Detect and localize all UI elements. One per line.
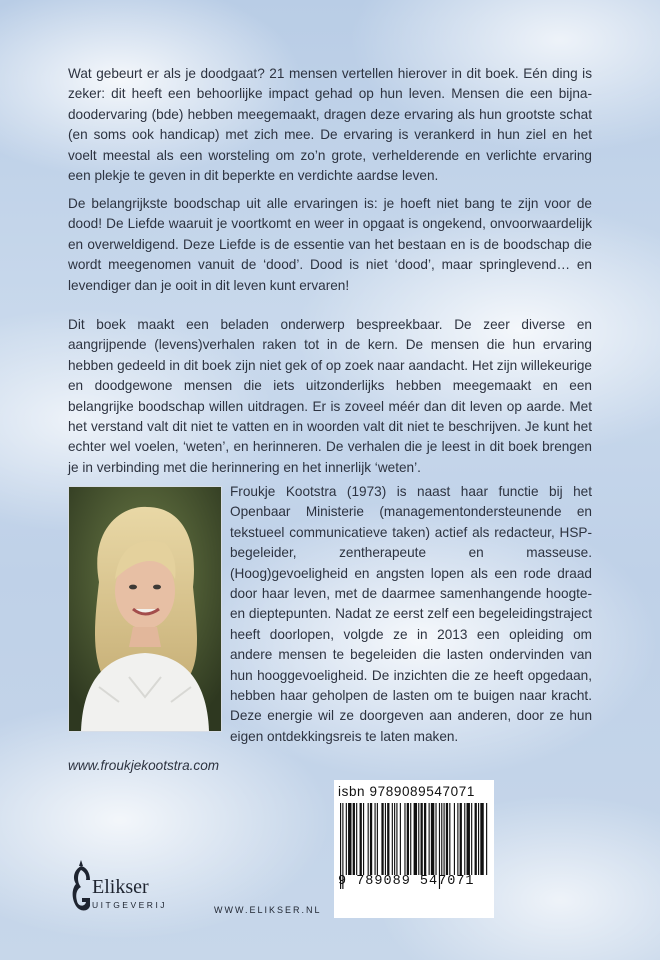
barcode-bar (392, 803, 393, 875)
barcode-bar (475, 803, 477, 875)
barcode-bar (418, 803, 419, 875)
barcode-bar (356, 803, 357, 875)
barcode-bar (348, 803, 351, 875)
barcode-bar (407, 803, 409, 875)
barcode-bar (346, 803, 347, 875)
author-photo (68, 486, 222, 732)
elikser-emblem-icon (68, 858, 94, 918)
barcode-bar (353, 803, 355, 875)
barcode-bar (414, 803, 417, 875)
barcode-bar (377, 803, 378, 875)
barcode-bar (370, 803, 372, 875)
barcode-bar (464, 803, 465, 875)
barcode-bar (394, 803, 395, 875)
barcode-bar (441, 803, 442, 875)
barcode-bar (486, 803, 487, 875)
barcode-bar (385, 803, 386, 875)
publisher-subtitle: UITGEVERIJ (92, 900, 168, 910)
barcode-bar (478, 803, 479, 875)
barcode-bar (363, 803, 364, 875)
barcode-bar (387, 803, 389, 875)
isbn-barcode-box (334, 780, 494, 918)
author-website-link[interactable]: www.froukjekootstra.com (68, 758, 220, 773)
barcode-bar (457, 803, 458, 875)
publisher-website-link[interactable]: WWW.ELIKSER.NL (214, 905, 322, 915)
barcode-bar (431, 803, 434, 875)
barcode-bar (424, 803, 426, 875)
barcode-bar (410, 803, 411, 875)
publisher-name: Elikser (92, 876, 149, 898)
isbn-label: isbn 9789089547071 (338, 784, 475, 799)
author-portrait-illustration (69, 487, 221, 731)
barcode-bar (396, 803, 397, 875)
author-bio: Froukje Kootstra (1973) is naast haar functie bij het Openbaar Ministerie (managementondersteunende en tekstueel communicatieve taken) actief als redacteur, HSP-begeleider, zentherapeute en masseuse. (Hoog)gevoeligheid en angsten lopen als een rode draad door haar leven, met de daarmee samenhangende hoogte- en dieptepunten. Nadat ze eerst zelf een begeleidingstraject heeft doorlopen, volgde ze in 2013 een opleiding om andere mensen te begeleiden die lasten ondervinden van hun hooggevoeligheid. De inzichten die ze heeft opgedaan, hebben haar geholpen de lasten om te buigen naar kracht. Deze energie wil ze doorgeven aan anderen, door ze hun eigen ontdekkingsreis te laten maken. (230, 484, 592, 744)
barcode-bar (429, 803, 430, 875)
barcode-bar (360, 803, 362, 875)
blurb-paragraph-1: Wat gebeurt er als je doodgaat? 21 mensen vertellen hierover in dit boek. Eén ding is zeker: dit heeft een behoorlijke impact gehad op hun leven. Mensen die een bijna-doodervaring (bde) hebben meegemaakt, dragen deze ervaring als hun grootste schat (en soms ook handicap) met zich mee. De ervaring is verankerd in hun ziel en het voelt meestal als een worsteling om zo’n grote, verhelderende en verlichte ervaring een plekje te geven in dit beperkte en verdichte aardse leven. (68, 66, 592, 184)
barcode-bar (449, 803, 450, 875)
barcode-bar (381, 803, 383, 875)
blurb-paragraph-2: De belangrijkste boodschap uit alle ervaringen is: je hoeft niet bang te zijn voor de dood! De Liefde waaruit je voortkomt en weer in opgaat is ongekend, onvoorwaardelijk en overweldigend. Deze Liefde is de essentie van het bestaan en is de boodschap die wordt meegenomen vanuit de ‘dood’. Dood is niet ‘dood’, maar springlevend… en levendiger dan je ooit in dit leven kunt ervaren! (68, 196, 592, 293)
barcode-bar (446, 803, 448, 875)
barcode-bar (421, 803, 423, 875)
barcode-bar (480, 803, 483, 875)
barcode-bar (471, 803, 472, 875)
barcode-bar (368, 803, 369, 875)
barcode-bar (444, 803, 445, 875)
barcode-bar (454, 803, 455, 875)
publisher-logo (68, 858, 218, 918)
barcode-bar (375, 803, 376, 875)
barcode-bar (460, 803, 462, 875)
blurb-paragraph-3: Dit boek maakt een beladen onderwerp bespreekbaar. De zeer diverse en aangrijpende (levens)verhalen raken tot in de kern. De mensen die hun ervaring hebben gedeeld in dit boek zijn niet gek of op zoek naar aandacht. Het zijn willekeurige en doodgewone mensen die iets uitzonderlijks hebben meegemaakt en een belangrijke boodschap willen uitdragen. Er is zoveel méér dan dit leven op aarde. Met het verstand valt dit niet te vatten en in woorden valt dit niet te beschrijven. Je kunt het echter wel voelen, ‘weten’, en herinneren. De verhalen die je leest in dit boek brengen je in verbinding met die herinnering en het innerlijk ‘weten’. (68, 317, 592, 475)
barcode-digits: 9 789089 547071 (338, 874, 475, 889)
barcode-bar (435, 803, 436, 875)
barcode-bar (404, 803, 405, 875)
barcode-bar (400, 803, 401, 875)
barcode-bar (467, 803, 470, 875)
